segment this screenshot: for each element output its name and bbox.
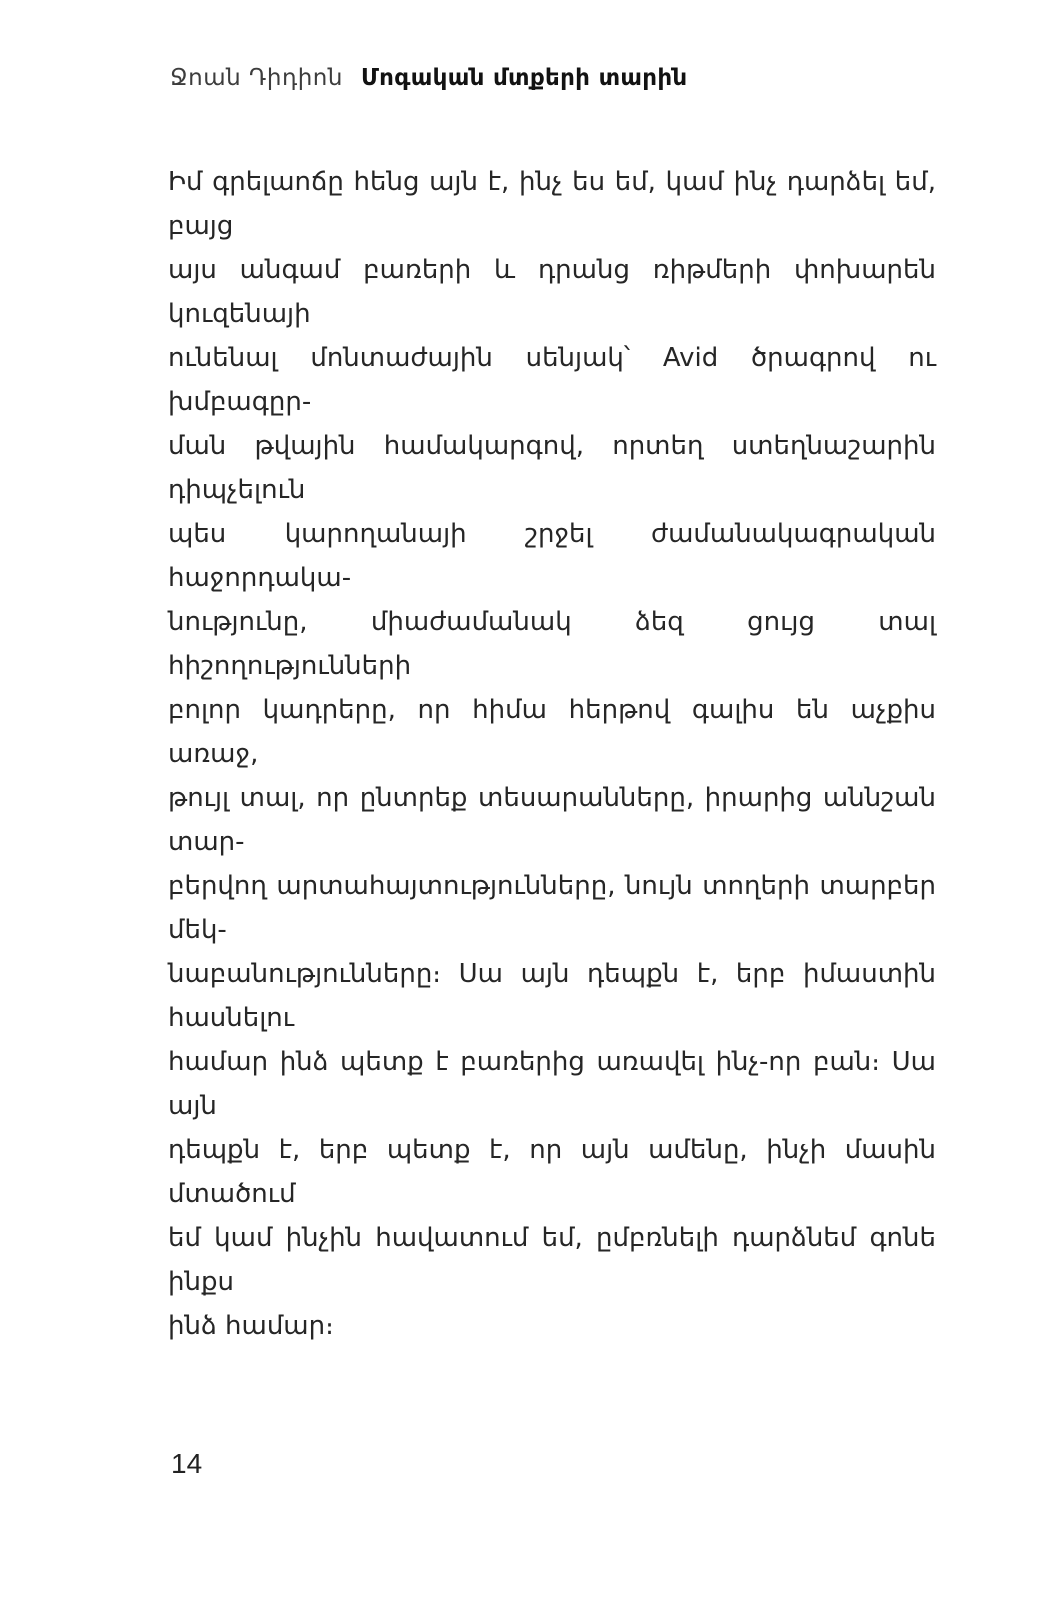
- author-name: Ջոան Դիդիոն: [170, 65, 343, 91]
- book-title: Մոգական մտքերի տարին: [360, 65, 688, 91]
- body-paragraph: [168, 160, 936, 1348]
- body-text-line: թույլ տալ, որ ընտրեք տեսարանները, իրարից աննշան տար-: [168, 783, 936, 857]
- body-text-line: այս անգամ բառերի և դրանց ռիթմերի փոխարեն կուզենայի: [168, 255, 936, 329]
- body-text-line: նությունը, միաժամանակ ձեզ ցույց տալ հիշողությունների: [168, 607, 936, 681]
- running-header: [170, 62, 687, 94]
- body-text-line: ինձ համար։: [168, 1311, 334, 1341]
- page-number: 14: [171, 1448, 203, 1479]
- body-text-line: նաբանությունները։ Սա այն դեպքն է, երբ իմաստին հասնելու: [168, 959, 936, 1033]
- body-text-line: ունենալ մոնտաժային սենյակ՝ Avid ծրագրով ու խմբագըր-: [168, 343, 936, 417]
- body-text-line: բերվող արտահայտությունները, նույն տողերի տարբեր մեկ-: [168, 871, 936, 945]
- body-text-line: ման թվային համակարգով, որտեղ ստեղնաշարին դիպչելուն: [168, 431, 936, 505]
- body-text-line: Իմ գրելաոճը հենց այն է, ինչ ես եմ, կամ ինչ դարձել եմ, բայց: [168, 167, 936, 241]
- body-text-line: բոլոր կադրերը, որ հիմա հերթով գալիս են աչքիս առաջ,: [168, 695, 936, 769]
- body-text-line: դեպքն է, երբ պետք է, որ այն ամենը, ինչի մասին մտածում: [168, 1135, 936, 1209]
- body-text-line: պես կարողանայի շրջել ժամանակագրական հաջորդակա-: [168, 519, 936, 593]
- body-text-line: եմ կամ ինչին հավատում եմ, ըմբռնելի դարձնեմ գոնե ինքս: [168, 1223, 936, 1297]
- body-text-line: համար ինձ պետք է բառերից առավել ինչ-որ բան։ Սա այն: [168, 1047, 936, 1121]
